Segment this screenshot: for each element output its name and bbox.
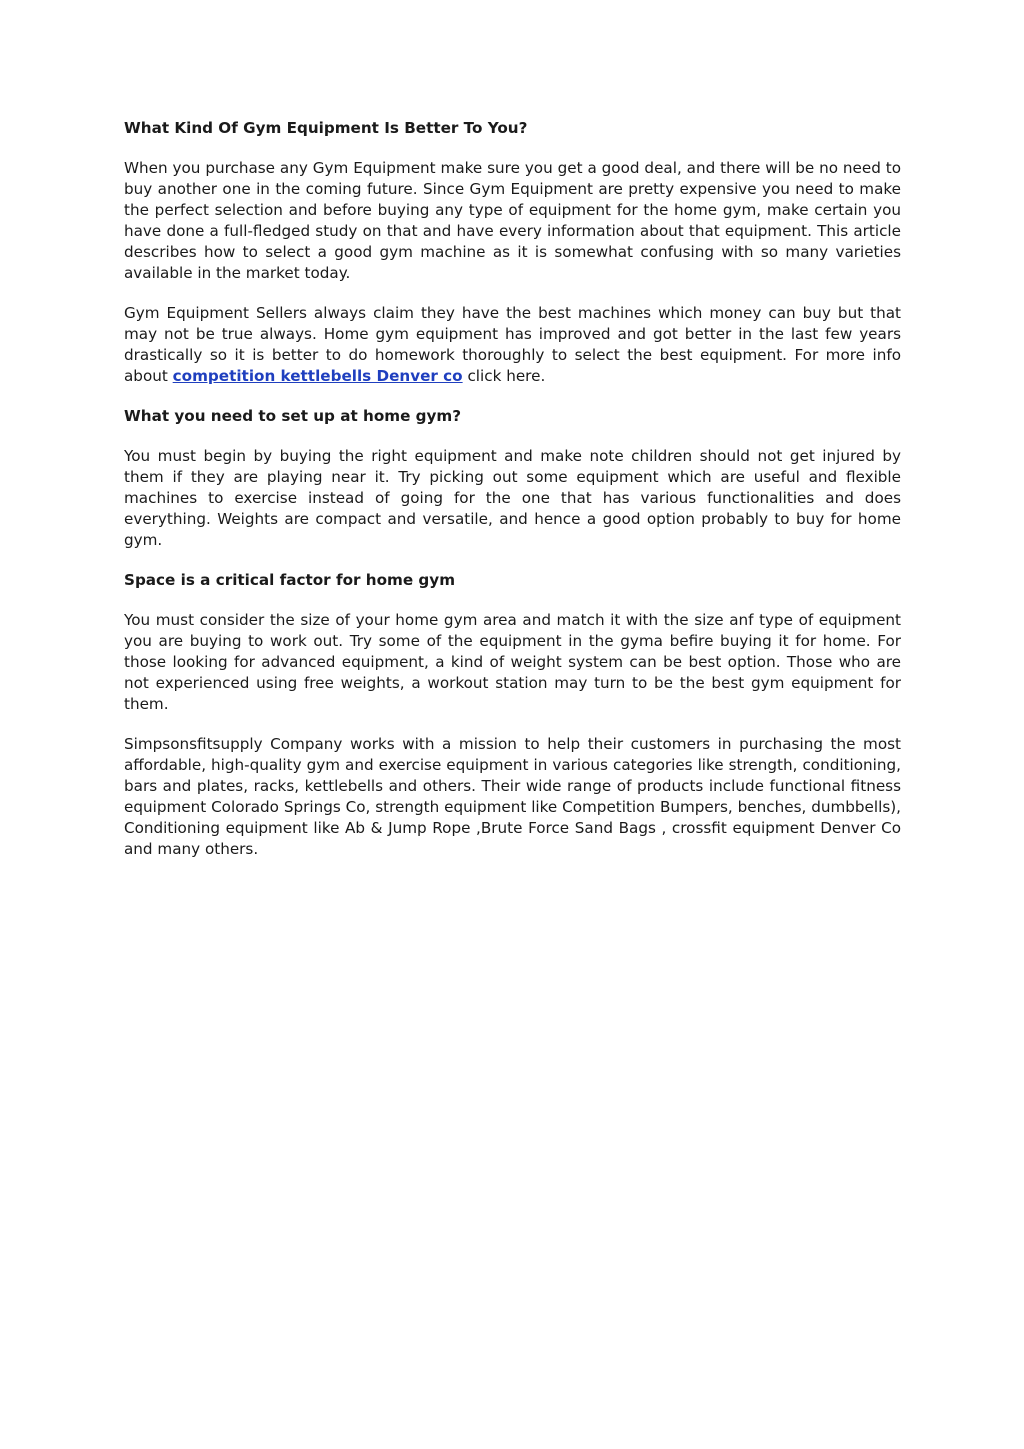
paragraph-sellers [124,303,901,387]
paragraph-setup: You must begin by buying the right equipment and make note children should not get injured by them if they are playing near it. Try picking out some equipment which are useful and flexible machines to exercise instead of going for the one that has various functionalities and does everything. Weights are compact and versatile, and hence a good option probably to buy for home gym. [124,447,901,549]
paragraph-company: Simpsonsfitsupply Company works with a mission to help their customers in purchasing the most affordable, high-quality gym and exercise equipment in various categories like strength, conditioning, bars and plates, racks, kettlebells and others. Their wide range of products include functional fitness equipment Colorado Springs Co, strength equipment like Competition Bumpers, benches, dumbbells), Conditioning equipment like Ab & Jump Rope ,Brute Force Sand Bags , crossfit equipment Denver Co and many others. [124,735,901,858]
section-heading-space: Space is a critical factor for home gym [124,571,456,589]
page-title: What Kind Of Gym Equipment Is Better To You? [124,119,528,137]
paragraph-intro: When you purchase any Gym Equipment make sure you get a good deal, and there will be no need to buy another one in the coming future. Since Gym Equipment are pretty expensive you need to make the perfect selection and before buying any type of equipment for the home gym, make certain you have done a full-fledged study on that and have every information about that equipment. This article describes how to select a good gym machine as it is somewhat confusing with so many varieties available in the market today. [124,159,901,282]
kettlebells-link[interactable]: competition kettlebells Denver co [172,367,463,385]
paragraph-sellers-tail: click here. [462,367,546,385]
document-page [124,118,901,879]
paragraph-space: You must consider the size of your home gym area and match it with the size anf type of equipment you are buying to work out. Try some of the equipment in the gyma befire buying it for home. For those looking for advanced equipment, a kind of weight system can be best option. Those who are not experienced using free weights, a workout station may turn to be the best gym equipment for them. [124,611,901,713]
section-heading-setup: What you need to set up at home gym? [124,407,462,425]
paragraph-sellers-text: Gym Equipment Sellers always claim they have the best machines which money can buy but that may not be true always. Home gym equipment has improved and got better in the last few years drastically so it is better to do homework thoroughly to select the best equipment. For more info about [124,304,901,385]
